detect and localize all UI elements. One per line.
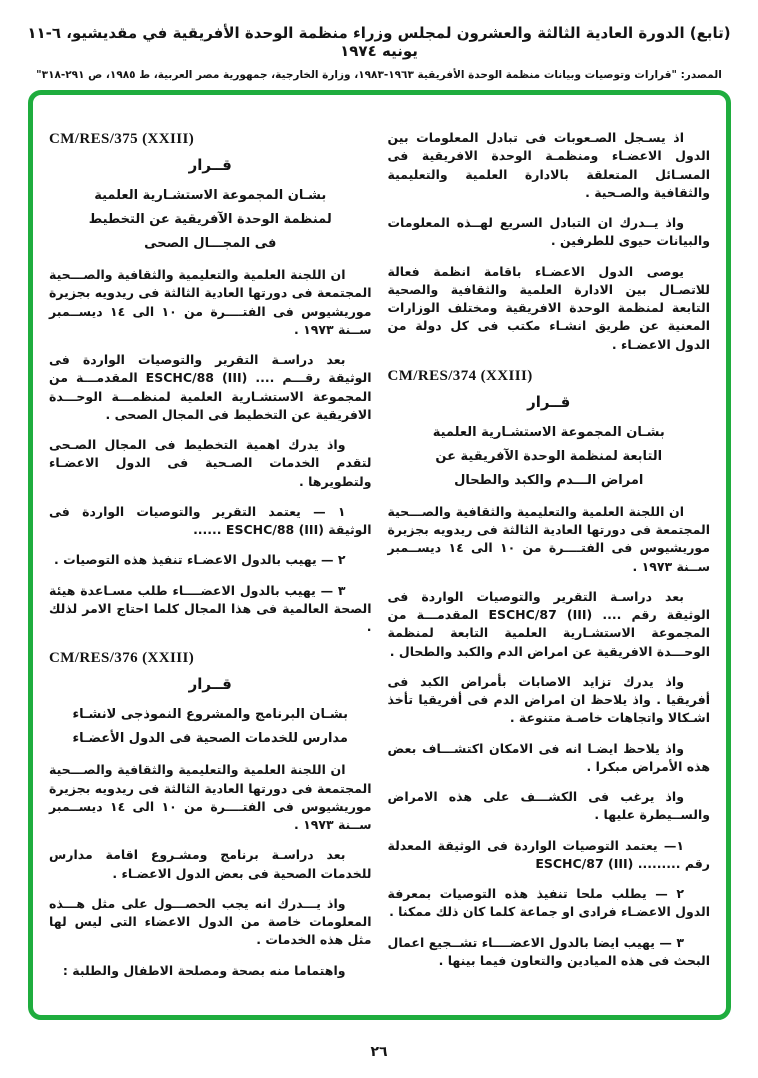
- paragraph: واذ يلاحظ ايضـا انه فى الامكان اكتشـــاف بعض هذه الأمراض مبكرا .: [387, 740, 710, 774]
- paragraph: واذ يرغب فى الكشـــف على هذه الامراض والســيطرة عليها .: [387, 789, 710, 823]
- numbered-item: ٣ — يهيب ايضا بالدول الاعضــــاء تشــجيع اعمال البحث فى هذه الميادين والتعاون فيما بينها .: [387, 934, 710, 968]
- numbered-item: ١ — يعتمد التقرير والتوصيات الواردة فى الوثيقة ‎ESCHC/88 (III)‎ ......: [49, 503, 372, 538]
- resolution-ref-376: CM/RES/376 (XXIII): [49, 650, 195, 667]
- resolution-title: قــرار: [188, 156, 232, 174]
- page-number: ٢٦: [370, 1044, 388, 1060]
- page-header: [14, 24, 744, 81]
- subtitle-line: بشـان البرنامج والمشروع النموذجى لانشـاء: [72, 707, 348, 723]
- paragraph: ان اللجنة العلمية والتعليمية والثقافية والصـــحية المجتمعة فى دورتها العادية الثالثة فى ريدويه بجزيرة موريشيوس فى الفتــــرة من ١٠ الى ١٤ ديســمبر ســنة ١٩٧٣ .: [49, 762, 372, 833]
- paragraph: واذ يدرك اهمية التخطيط فى المجال الصـحى لتقدم الخدمات الصـحية فى الدول الاعضـاء ولتطويرها .: [49, 437, 372, 489]
- document-frame: [28, 90, 731, 1020]
- subtitle-line: امراض الـــدم والكبد والطحال: [454, 472, 644, 488]
- paragraph: ان اللجنة العلمية والتعليمية والثقافية والصـــحية المجتمعة فى دورتها العادية الثالثة فى ريدويه بجزيرة موريشيوس فى الفتــــرة من ١٠ الى ١٤ ديســمبر ســنة ١٩٧٣ .: [49, 267, 372, 337]
- resolution-title: قــرار: [527, 392, 571, 411]
- resolution-subtitle: [49, 703, 372, 751]
- resolution-subtitle: [388, 421, 711, 493]
- right-column: [388, 129, 711, 1015]
- resolution-ref-375: CM/RES/375 (XXIII): [49, 131, 195, 147]
- paragraph: بعد دراسـة التقرير والتوصيات الواردة فى الوثيقة رقـــم .... ‎ESCHC/88 (III)‎ المقدمـــة من المجموعة الاستشـارية العلمية لمنظمـــة الوحـــدة الافريقية عن التخطيط فى المجال الصحى .: [49, 352, 372, 422]
- closing-line: واهتماما منه بصحة ومصلحة الاطفال والطلبة :: [62, 962, 346, 978]
- two-column-layout: [33, 95, 726, 1015]
- resolution-subtitle: [49, 184, 372, 256]
- subtitle-line: فى المجـــال الصحى: [144, 236, 277, 252]
- resolution-title: قــرار: [188, 675, 232, 694]
- subtitle-line: مدارس للخدمات الصحية فى الدول الأعضـاء: [72, 731, 348, 747]
- paragraph: يوصى الدول الاعضـاء باقامة انظمة فعالة للاتصـال بين الادارة العلمية والثقافية والصحية التابعة لمنظمة الوحدة الافريقية ومختلف الوزارات المعنية عن طريق انشـاء مكتب فى كل دولة من الدول الاعضـاء .: [387, 263, 710, 352]
- resolution-ref-374: CM/RES/374 (XXIII): [387, 367, 533, 384]
- paragraph: بعد دراسـة التقرير والتوصيات الواردة فى الوثيقة رقم .... ‎ESCHC/87 (III)‎ المقدمـــة من المجموعة الاستشـارية العلمية التابعة لمنظمة الوحـــدة الافريقية عن امراض الدم والكبد والطحال .: [387, 588, 710, 659]
- subtitle-line: بشـان المجموعة الاستشـارية العلمية: [94, 188, 327, 203]
- numbered-item: ٣ — يهيب بالدول الاعضــــاء طلب مسـاعدة هيئة الصحة العالمية فى هذا المجال كلما احتاج الامر لذلك .: [49, 582, 372, 635]
- session-title: (تابع) الدورة العادية الثالثة والعشرون لمجلس وزراء منظمة الوحدة الأفريقية في مقديشيو، ٦-١١ يونيه ١٩٧٤: [27, 24, 731, 60]
- paragraph: ان اللجنة العلمية والتعليمية والثقافية والصـــحية المجتمعة فى دورتها العادية الثالثة فى ريدويه بجزيرة موريشيوس فى الفتــــرة من ١٠ الى ١٤ ديســمبر ســنة ١٩٧٣ .: [387, 503, 710, 574]
- paragraph: واذ يـــدرك انه يجب الحصـــول على مثل هـــذه المعلومات خاصة من الدول الاعضاء التى ليس لها مثل هذه الخدمات .: [49, 895, 372, 948]
- numbered-item: ٢ — يطلب ملحا تنفيذ هذه التوصيات بمعرفة الدول الاعضـاء فرادى او جماعة كلما كان ذلك ممكنا .: [387, 886, 710, 920]
- subtitle-line: لمنظمة الوحدة الآفريقية عن التخطيط: [88, 212, 332, 228]
- numbered-item: ١— يعتمد التوصيات الواردة فى الوثيقة المعدلة رقم ......... ‎ESCHC/87 (III)‎: [387, 837, 710, 871]
- paragraph: اذ يسـجل الصـعوبات فى تبادل المعلومات بين الدول الاعضـاء ومنظمـة الوحدة الافريقية فى المسـائل المتعلقة بالادارة العلمية والتعليمية والثقافية والصـحية .: [387, 130, 710, 200]
- subtitle-line: التابعة لمنظمة الوحدة الآفريقية عن: [435, 448, 663, 464]
- subtitle-line: بشـان المجموعة الاستشـارية العلمية: [432, 424, 665, 440]
- source-citation: المصدر: "قرارات وتوصيات وبيانات منظمة الوحدة الأفريقية ١٩٦٣-١٩٨٣، وزارة الخارجية، جمهورية مصر العربية، ط ١٩٨٥، ص ٢٩١-٣١٨": [36, 69, 722, 81]
- paragraph: واذ يدرك تزايد الاصابات بأمراض الكبد فى أفريقيا . واذ يلاحظ ان امراض الدم فى أفريقيا تأخذ اشـكالا واتجاهات خاصـة متنوعة .: [387, 673, 710, 726]
- paragraph: بعد دراسـة برنامج ومشـروع اقامة مدارس للخدمات الصحية فى بعض الدول الاعضـاء .: [49, 847, 372, 881]
- numbered-item: ٢ — يهيب بالدول الاعضـاء تنفيذ هذه التوصيات .: [54, 552, 346, 568]
- paragraph: واذ يــدرك ان التبادل السريع لهــذه المعلومات والبيانات حيوى للطرفين .: [387, 215, 710, 249]
- left-column: [49, 129, 372, 1015]
